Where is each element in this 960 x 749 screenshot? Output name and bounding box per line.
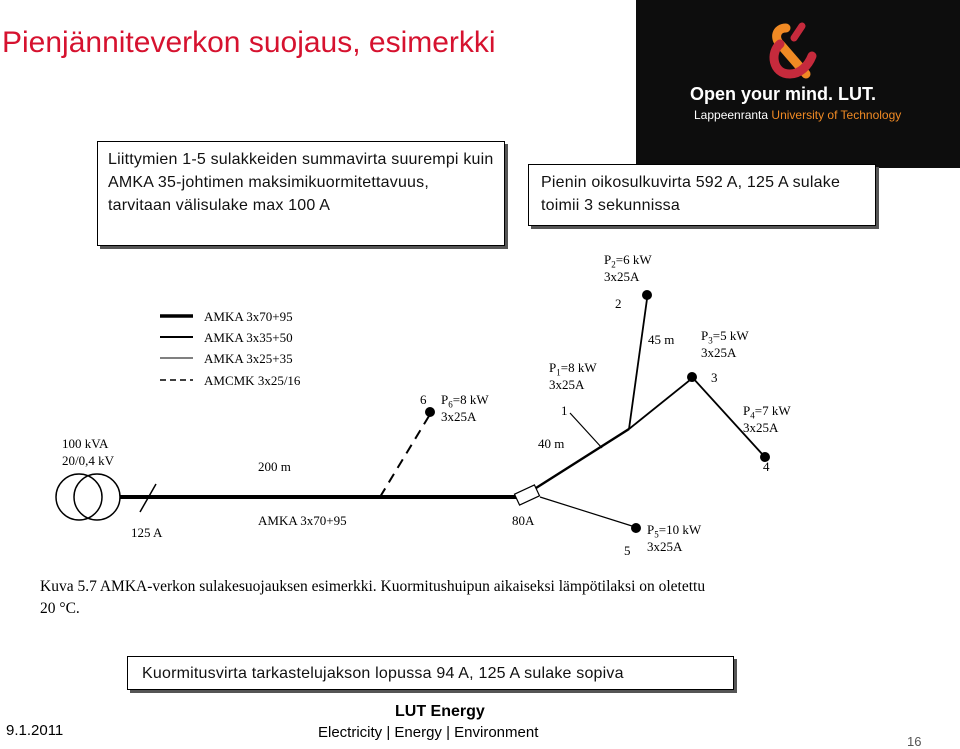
- callout-summary-current: Liittymien 1-5 sulakkeiden summavirta suurempi kuin AMKA 35-johtimen maksimikuormitettavuus, tarvitaan välisulake max 100 A: [97, 141, 505, 246]
- node-2-rest: =6 kW: [615, 252, 652, 267]
- legend-label-4: AMCMK 3x25/16: [204, 373, 301, 388]
- transformer-icon: [56, 474, 120, 520]
- node-6-number: 6: [420, 392, 427, 407]
- figure-caption: [40, 576, 860, 620]
- node-2-fuse: 3x25A: [604, 269, 640, 284]
- node-6-p: P: [441, 392, 449, 407]
- node-5-rest: =10 kW: [658, 522, 702, 537]
- legend-label-1: AMKA 3x70+95: [204, 309, 293, 324]
- line-branch-3: [629, 380, 690, 429]
- node-6-rest: =8 kW: [452, 392, 489, 407]
- callout-short-circuit: Pienin oikosulkuvirta 592 A, 125 A sulake toimii 3 sekunnissa: [528, 164, 876, 226]
- node-3-number: 3: [711, 370, 718, 385]
- node-5-number: 5: [624, 543, 631, 558]
- node-1-number: 1: [561, 403, 568, 418]
- line-branch-1: [570, 413, 602, 448]
- node-6-fuse: 3x25A: [441, 409, 477, 424]
- node-3-sub: 3: [708, 335, 713, 346]
- transformer-rating: 100 kVA: [62, 436, 109, 451]
- logo-university-part1: Lappeenranta: [694, 108, 772, 122]
- line-branch-5: [540, 497, 632, 526]
- node-4-sub: 4: [750, 410, 755, 421]
- node-4-p: P: [743, 403, 751, 418]
- node-1-p: P: [549, 360, 557, 375]
- node-5: [631, 523, 641, 533]
- node-2-sub: 2: [611, 259, 616, 270]
- transformer-voltage: 20/0,4 kV: [62, 453, 114, 468]
- line-branch-6: [380, 416, 429, 497]
- mid-fuse-icon: [514, 485, 539, 505]
- legend-label-2: AMKA 3x35+50: [204, 330, 293, 345]
- caption-line-2: 20 °C.: [40, 600, 80, 617]
- node-4-number: 4: [763, 459, 770, 474]
- main-cable-label: AMKA 3x70+95: [258, 513, 347, 528]
- node-3-p: P: [701, 328, 709, 343]
- page-number: 16: [907, 734, 922, 749]
- node-1-fuse: 3x25A: [549, 377, 585, 392]
- node-5-p: P: [647, 522, 655, 537]
- node-5-fuse: 3x25A: [647, 539, 683, 554]
- logo-university-part2: University of Technology: [771, 108, 902, 122]
- node-6-sub: 6: [448, 399, 453, 410]
- logo-slogan: Open your mind. LUT.: [690, 84, 877, 104]
- caption-line-1: Kuva 5.7 AMKA-verkon sulakesuojauksen esimerkki. Kuormitushuipun aikaiseksi lämpötilaksi on oletettu: [40, 578, 706, 595]
- footer-tagline: Electricity | Energy | Environment: [318, 724, 539, 741]
- legend-label-3: AMKA 3x25+35: [204, 351, 293, 366]
- node-2-p: P: [604, 252, 612, 267]
- node-4-rest: =7 kW: [754, 403, 791, 418]
- footer-date: 9.1.2011: [6, 722, 64, 739]
- slide-title: Pienjänniteverkon suojaus, esimerkki: [2, 26, 496, 59]
- distance-40m: 40 m: [538, 436, 565, 451]
- main-fuse-label: 125 A: [131, 525, 163, 540]
- callout-load-current: Kuormitusvirta tarkastelujakson lopussa 94 A, 125 A sulake sopiva: [127, 656, 734, 690]
- node-6-power: [441, 392, 489, 410]
- node-6: [425, 407, 435, 417]
- distance-200m: 200 m: [258, 459, 291, 474]
- node-2-number: 2: [615, 296, 622, 311]
- node-2: [642, 290, 652, 300]
- line-branch-2: [629, 299, 647, 429]
- node-1-rest: =8 kW: [560, 360, 597, 375]
- footer-org: LUT Energy: [395, 703, 485, 720]
- node-4-fuse: 3x25A: [743, 420, 779, 435]
- node-1-sub: 1: [556, 367, 561, 378]
- node-3-power: [701, 328, 749, 346]
- node-1-power: [549, 360, 597, 378]
- distance-45m: 45 m: [648, 332, 675, 347]
- node-3-rest: =5 kW: [712, 328, 749, 343]
- mid-fuse-label: 80A: [512, 513, 535, 528]
- node-4-power: [743, 403, 791, 421]
- node-2-power: [604, 252, 652, 270]
- node-5-power: [647, 522, 701, 540]
- node-5-sub: 5: [654, 529, 659, 540]
- node-3-fuse: 3x25A: [701, 345, 737, 360]
